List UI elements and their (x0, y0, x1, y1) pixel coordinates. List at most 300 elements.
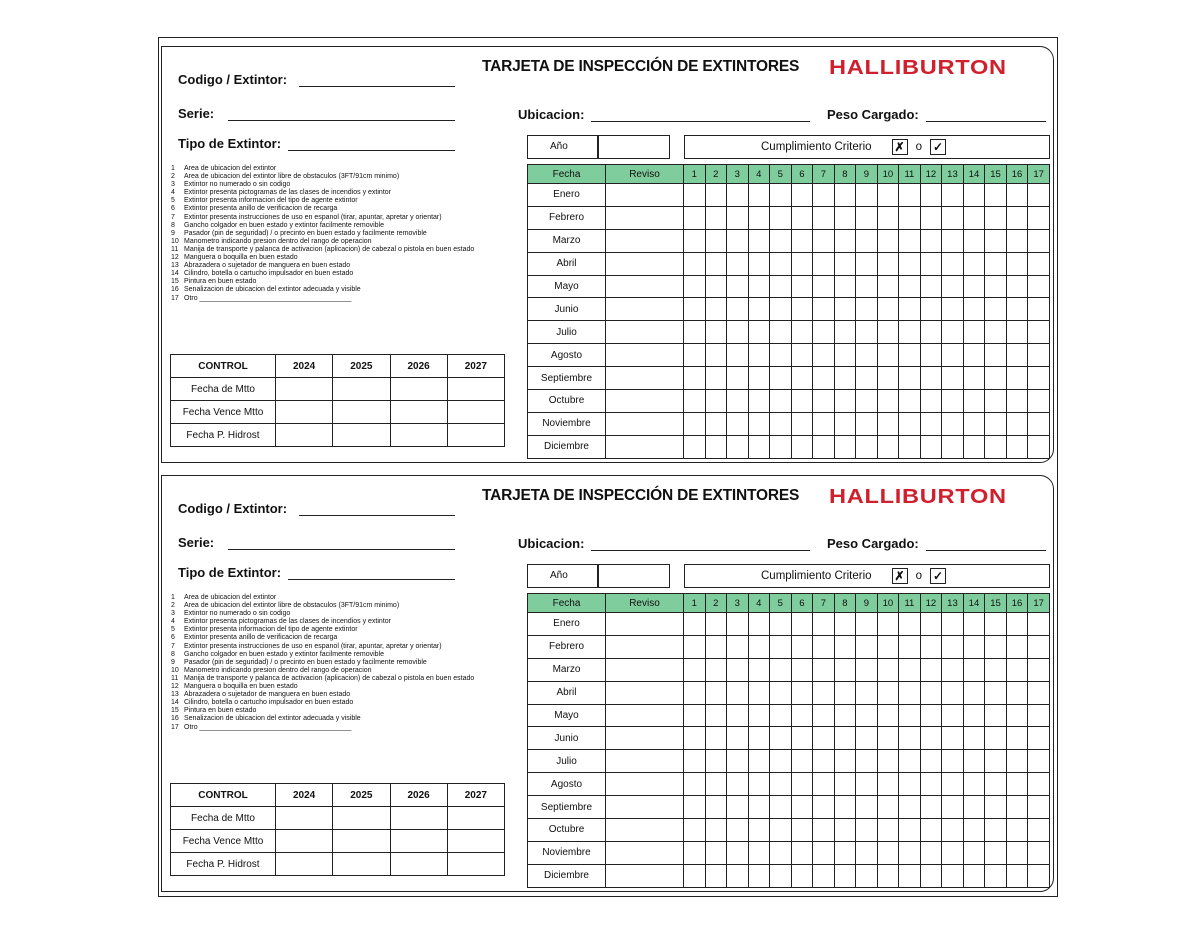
criteria-cell[interactable] (834, 298, 856, 321)
control-cell[interactable] (333, 853, 390, 876)
criteria-cell[interactable] (770, 390, 792, 413)
criteria-cell[interactable] (727, 750, 749, 773)
criteria-cell[interactable] (963, 435, 985, 458)
criteria-cell[interactable] (1006, 344, 1028, 367)
criteria-cell[interactable] (813, 727, 835, 750)
reviso-cell[interactable] (606, 841, 684, 864)
criteria-cell[interactable] (985, 819, 1007, 842)
criteria-cell[interactable] (963, 796, 985, 819)
criteria-cell[interactable] (1028, 773, 1050, 796)
criteria-cell[interactable] (791, 727, 813, 750)
criteria-cell[interactable] (1028, 613, 1050, 636)
criteria-cell[interactable] (899, 298, 921, 321)
criteria-cell[interactable] (684, 435, 706, 458)
criteria-cell[interactable] (1006, 704, 1028, 727)
criteria-cell[interactable] (834, 750, 856, 773)
serie-field[interactable] (228, 120, 455, 121)
criteria-cell[interactable] (791, 229, 813, 252)
criteria-cell[interactable] (684, 344, 706, 367)
criteria-cell[interactable] (748, 321, 770, 344)
criteria-cell[interactable] (877, 727, 899, 750)
criteria-cell[interactable] (770, 727, 792, 750)
reviso-cell[interactable] (606, 344, 684, 367)
criteria-cell[interactable] (727, 727, 749, 750)
criteria-cell[interactable] (856, 344, 878, 367)
criteria-cell[interactable] (770, 796, 792, 819)
criteria-cell[interactable] (770, 298, 792, 321)
criteria-cell[interactable] (813, 298, 835, 321)
criteria-cell[interactable] (1006, 435, 1028, 458)
criteria-cell[interactable] (748, 796, 770, 819)
criteria-cell[interactable] (770, 864, 792, 887)
criteria-cell[interactable] (834, 435, 856, 458)
reviso-cell[interactable] (606, 796, 684, 819)
criteria-cell[interactable] (684, 704, 706, 727)
criteria-cell[interactable] (684, 184, 706, 207)
criteria-cell[interactable] (705, 390, 727, 413)
criteria-cell[interactable] (727, 229, 749, 252)
criteria-cell[interactable] (920, 321, 942, 344)
criteria-cell[interactable] (963, 229, 985, 252)
criteria-cell[interactable] (834, 206, 856, 229)
criteria-cell[interactable] (791, 773, 813, 796)
criteria-cell[interactable] (813, 773, 835, 796)
criteria-cell[interactable] (748, 229, 770, 252)
control-cell[interactable] (390, 830, 447, 853)
criteria-cell[interactable] (1028, 252, 1050, 275)
criteria-cell[interactable] (1028, 796, 1050, 819)
criteria-cell[interactable] (985, 681, 1007, 704)
criteria-cell[interactable] (727, 252, 749, 275)
criteria-cell[interactable] (1006, 796, 1028, 819)
criteria-cell[interactable] (856, 412, 878, 435)
criteria-cell[interactable] (748, 206, 770, 229)
criteria-cell[interactable] (834, 344, 856, 367)
criteria-cell[interactable] (1006, 681, 1028, 704)
criteria-cell[interactable] (877, 750, 899, 773)
criteria-cell[interactable] (856, 229, 878, 252)
criteria-cell[interactable] (942, 704, 964, 727)
criteria-cell[interactable] (813, 367, 835, 390)
criteria-cell[interactable] (727, 390, 749, 413)
serie-field[interactable] (228, 549, 455, 550)
tipo-field[interactable] (288, 579, 455, 580)
criteria-cell[interactable] (770, 229, 792, 252)
criteria-cell[interactable] (985, 344, 1007, 367)
reviso-cell[interactable] (606, 229, 684, 252)
criteria-cell[interactable] (705, 796, 727, 819)
criteria-cell[interactable] (963, 864, 985, 887)
criteria-cell[interactable] (684, 635, 706, 658)
control-cell[interactable] (447, 807, 504, 830)
criteria-cell[interactable] (920, 750, 942, 773)
criteria-cell[interactable] (963, 704, 985, 727)
criteria-cell[interactable] (727, 275, 749, 298)
criteria-cell[interactable] (877, 229, 899, 252)
criteria-cell[interactable] (748, 750, 770, 773)
criteria-cell[interactable] (942, 321, 964, 344)
criteria-cell[interactable] (727, 298, 749, 321)
criteria-cell[interactable] (942, 184, 964, 207)
criteria-cell[interactable] (899, 819, 921, 842)
criteria-cell[interactable] (813, 613, 835, 636)
criteria-cell[interactable] (705, 252, 727, 275)
criteria-cell[interactable] (920, 635, 942, 658)
criteria-cell[interactable] (985, 750, 1007, 773)
criteria-cell[interactable] (899, 750, 921, 773)
criteria-cell[interactable] (920, 184, 942, 207)
criteria-cell[interactable] (985, 773, 1007, 796)
control-cell[interactable] (447, 401, 504, 424)
criteria-cell[interactable] (856, 184, 878, 207)
criteria-cell[interactable] (791, 252, 813, 275)
criteria-cell[interactable] (963, 819, 985, 842)
criteria-cell[interactable] (942, 298, 964, 321)
reviso-cell[interactable] (606, 727, 684, 750)
criteria-cell[interactable] (899, 658, 921, 681)
criteria-cell[interactable] (1006, 321, 1028, 344)
criteria-cell[interactable] (985, 412, 1007, 435)
criteria-cell[interactable] (834, 704, 856, 727)
criteria-cell[interactable] (705, 435, 727, 458)
criteria-cell[interactable] (877, 773, 899, 796)
criteria-cell[interactable] (684, 658, 706, 681)
anio-field[interactable] (598, 135, 670, 159)
criteria-cell[interactable] (899, 773, 921, 796)
criteria-cell[interactable] (942, 435, 964, 458)
criteria-cell[interactable] (899, 841, 921, 864)
criteria-cell[interactable] (813, 344, 835, 367)
criteria-cell[interactable] (942, 773, 964, 796)
criteria-cell[interactable] (684, 367, 706, 390)
criteria-cell[interactable] (963, 206, 985, 229)
criteria-cell[interactable] (813, 658, 835, 681)
reviso-cell[interactable] (606, 658, 684, 681)
criteria-cell[interactable] (856, 252, 878, 275)
criteria-cell[interactable] (899, 252, 921, 275)
criteria-cell[interactable] (877, 321, 899, 344)
criteria-cell[interactable] (705, 613, 727, 636)
criteria-cell[interactable] (1006, 367, 1028, 390)
criteria-cell[interactable] (1028, 321, 1050, 344)
criteria-cell[interactable] (705, 229, 727, 252)
criteria-cell[interactable] (684, 412, 706, 435)
criteria-cell[interactable] (727, 321, 749, 344)
criteria-cell[interactable] (791, 635, 813, 658)
reviso-cell[interactable] (606, 613, 684, 636)
criteria-cell[interactable] (791, 367, 813, 390)
criteria-cell[interactable] (748, 658, 770, 681)
criteria-cell[interactable] (813, 390, 835, 413)
criteria-cell[interactable] (899, 864, 921, 887)
criteria-cell[interactable] (920, 796, 942, 819)
criteria-cell[interactable] (748, 275, 770, 298)
criteria-cell[interactable] (770, 681, 792, 704)
criteria-cell[interactable] (899, 435, 921, 458)
criteria-cell[interactable] (684, 864, 706, 887)
criteria-cell[interactable] (1006, 750, 1028, 773)
criteria-cell[interactable] (834, 252, 856, 275)
criteria-cell[interactable] (791, 390, 813, 413)
criteria-cell[interactable] (748, 298, 770, 321)
criteria-cell[interactable] (727, 412, 749, 435)
criteria-cell[interactable] (684, 229, 706, 252)
criteria-cell[interactable] (705, 819, 727, 842)
criteria-cell[interactable] (727, 344, 749, 367)
criteria-cell[interactable] (1006, 773, 1028, 796)
criteria-cell[interactable] (899, 796, 921, 819)
criteria-cell[interactable] (920, 864, 942, 887)
criteria-cell[interactable] (1028, 658, 1050, 681)
criteria-cell[interactable] (1028, 864, 1050, 887)
criteria-cell[interactable] (899, 321, 921, 344)
criteria-cell[interactable] (1006, 841, 1028, 864)
criteria-cell[interactable] (856, 635, 878, 658)
criteria-cell[interactable] (877, 252, 899, 275)
criteria-cell[interactable] (985, 704, 1007, 727)
criteria-cell[interactable] (791, 819, 813, 842)
control-cell[interactable] (447, 378, 504, 401)
criteria-cell[interactable] (834, 727, 856, 750)
criteria-cell[interactable] (727, 773, 749, 796)
criteria-cell[interactable] (877, 681, 899, 704)
criteria-cell[interactable] (727, 435, 749, 458)
criteria-cell[interactable] (920, 206, 942, 229)
criteria-cell[interactable] (963, 367, 985, 390)
criteria-cell[interactable] (791, 681, 813, 704)
criteria-cell[interactable] (899, 275, 921, 298)
criteria-cell[interactable] (813, 229, 835, 252)
ubicacion-field[interactable] (591, 121, 810, 122)
control-cell[interactable] (447, 830, 504, 853)
criteria-cell[interactable] (791, 321, 813, 344)
criteria-cell[interactable] (856, 773, 878, 796)
criteria-cell[interactable] (856, 796, 878, 819)
criteria-cell[interactable] (877, 841, 899, 864)
criteria-cell[interactable] (985, 435, 1007, 458)
criteria-cell[interactable] (942, 275, 964, 298)
criteria-cell[interactable] (963, 344, 985, 367)
criteria-cell[interactable] (684, 321, 706, 344)
criteria-cell[interactable] (963, 252, 985, 275)
criteria-cell[interactable] (705, 344, 727, 367)
control-cell[interactable] (276, 424, 333, 447)
criteria-cell[interactable] (877, 635, 899, 658)
criteria-cell[interactable] (942, 841, 964, 864)
criteria-cell[interactable] (899, 635, 921, 658)
criteria-cell[interactable] (856, 435, 878, 458)
criteria-cell[interactable] (1006, 390, 1028, 413)
criteria-cell[interactable] (834, 635, 856, 658)
criteria-cell[interactable] (770, 658, 792, 681)
criteria-cell[interactable] (899, 613, 921, 636)
criteria-cell[interactable] (813, 750, 835, 773)
criteria-cell[interactable] (770, 435, 792, 458)
criteria-cell[interactable] (791, 658, 813, 681)
criteria-cell[interactable] (770, 252, 792, 275)
criteria-cell[interactable] (791, 750, 813, 773)
criteria-cell[interactable] (813, 864, 835, 887)
criteria-cell[interactable] (705, 864, 727, 887)
criteria-cell[interactable] (1028, 229, 1050, 252)
criteria-cell[interactable] (963, 635, 985, 658)
criteria-cell[interactable] (705, 841, 727, 864)
control-cell[interactable] (333, 807, 390, 830)
criteria-cell[interactable] (877, 344, 899, 367)
criteria-cell[interactable] (748, 412, 770, 435)
control-cell[interactable] (390, 401, 447, 424)
criteria-cell[interactable] (877, 435, 899, 458)
criteria-cell[interactable] (985, 658, 1007, 681)
control-cell[interactable] (447, 853, 504, 876)
criteria-cell[interactable] (813, 819, 835, 842)
criteria-cell[interactable] (1006, 727, 1028, 750)
criteria-cell[interactable] (1006, 864, 1028, 887)
control-cell[interactable] (333, 424, 390, 447)
criteria-cell[interactable] (727, 184, 749, 207)
criteria-cell[interactable] (813, 252, 835, 275)
criteria-cell[interactable] (877, 796, 899, 819)
criteria-cell[interactable] (1028, 275, 1050, 298)
control-cell[interactable] (333, 401, 390, 424)
criteria-cell[interactable] (1006, 206, 1028, 229)
criteria-cell[interactable] (834, 864, 856, 887)
criteria-cell[interactable] (920, 681, 942, 704)
criteria-cell[interactable] (899, 412, 921, 435)
criteria-cell[interactable] (920, 252, 942, 275)
criteria-cell[interactable] (942, 412, 964, 435)
criteria-cell[interactable] (1006, 252, 1028, 275)
criteria-cell[interactable] (985, 206, 1007, 229)
criteria-cell[interactable] (1006, 613, 1028, 636)
criteria-cell[interactable] (920, 298, 942, 321)
control-cell[interactable] (333, 378, 390, 401)
criteria-cell[interactable] (705, 635, 727, 658)
criteria-cell[interactable] (942, 390, 964, 413)
reviso-cell[interactable] (606, 773, 684, 796)
criteria-cell[interactable] (1028, 344, 1050, 367)
criteria-cell[interactable] (748, 184, 770, 207)
criteria-cell[interactable] (705, 367, 727, 390)
criteria-cell[interactable] (770, 841, 792, 864)
criteria-cell[interactable] (791, 184, 813, 207)
criteria-cell[interactable] (877, 275, 899, 298)
criteria-cell[interactable] (770, 613, 792, 636)
criteria-cell[interactable] (834, 367, 856, 390)
criteria-cell[interactable] (705, 704, 727, 727)
criteria-cell[interactable] (684, 613, 706, 636)
criteria-cell[interactable] (985, 796, 1007, 819)
criteria-cell[interactable] (791, 864, 813, 887)
reviso-cell[interactable] (606, 750, 684, 773)
criteria-cell[interactable] (834, 275, 856, 298)
criteria-cell[interactable] (1006, 298, 1028, 321)
criteria-cell[interactable] (1006, 412, 1028, 435)
criteria-cell[interactable] (1028, 841, 1050, 864)
criteria-cell[interactable] (770, 704, 792, 727)
criteria-cell[interactable] (705, 298, 727, 321)
reviso-cell[interactable] (606, 704, 684, 727)
criteria-cell[interactable] (856, 681, 878, 704)
criteria-cell[interactable] (942, 367, 964, 390)
criteria-cell[interactable] (748, 704, 770, 727)
criteria-cell[interactable] (963, 412, 985, 435)
peso-field[interactable] (926, 121, 1046, 122)
criteria-cell[interactable] (748, 864, 770, 887)
criteria-cell[interactable] (1006, 635, 1028, 658)
criteria-cell[interactable] (942, 750, 964, 773)
criteria-cell[interactable] (791, 704, 813, 727)
criteria-cell[interactable] (920, 367, 942, 390)
control-cell[interactable] (447, 424, 504, 447)
criteria-cell[interactable] (748, 252, 770, 275)
criteria-cell[interactable] (834, 184, 856, 207)
criteria-cell[interactable] (748, 613, 770, 636)
control-cell[interactable] (276, 853, 333, 876)
criteria-cell[interactable] (684, 773, 706, 796)
criteria-cell[interactable] (1006, 819, 1028, 842)
criteria-cell[interactable] (920, 841, 942, 864)
criteria-cell[interactable] (856, 275, 878, 298)
criteria-cell[interactable] (985, 613, 1007, 636)
criteria-cell[interactable] (920, 658, 942, 681)
criteria-cell[interactable] (834, 658, 856, 681)
criteria-cell[interactable] (899, 184, 921, 207)
criteria-cell[interactable] (942, 819, 964, 842)
criteria-cell[interactable] (727, 796, 749, 819)
criteria-cell[interactable] (942, 229, 964, 252)
criteria-cell[interactable] (813, 635, 835, 658)
criteria-cell[interactable] (748, 435, 770, 458)
criteria-cell[interactable] (942, 658, 964, 681)
criteria-cell[interactable] (705, 206, 727, 229)
criteria-cell[interactable] (963, 321, 985, 344)
criteria-cell[interactable] (985, 727, 1007, 750)
criteria-cell[interactable] (705, 681, 727, 704)
criteria-cell[interactable] (813, 704, 835, 727)
criteria-cell[interactable] (877, 704, 899, 727)
criteria-cell[interactable] (748, 635, 770, 658)
criteria-cell[interactable] (727, 635, 749, 658)
reviso-cell[interactable] (606, 864, 684, 887)
criteria-cell[interactable] (1028, 184, 1050, 207)
criteria-cell[interactable] (963, 298, 985, 321)
criteria-cell[interactable] (770, 367, 792, 390)
criteria-cell[interactable] (1028, 750, 1050, 773)
criteria-cell[interactable] (877, 367, 899, 390)
criteria-cell[interactable] (856, 613, 878, 636)
criteria-cell[interactable] (834, 681, 856, 704)
criteria-cell[interactable] (877, 298, 899, 321)
criteria-cell[interactable] (727, 841, 749, 864)
control-cell[interactable] (276, 830, 333, 853)
criteria-cell[interactable] (684, 390, 706, 413)
criteria-cell[interactable] (963, 727, 985, 750)
reviso-cell[interactable] (606, 681, 684, 704)
criteria-cell[interactable] (1028, 367, 1050, 390)
criteria-cell[interactable] (727, 864, 749, 887)
criteria-cell[interactable] (791, 344, 813, 367)
criteria-cell[interactable] (770, 412, 792, 435)
criteria-cell[interactable] (748, 819, 770, 842)
criteria-cell[interactable] (963, 658, 985, 681)
criteria-cell[interactable] (684, 298, 706, 321)
criteria-cell[interactable] (920, 435, 942, 458)
criteria-cell[interactable] (877, 206, 899, 229)
reviso-cell[interactable] (606, 819, 684, 842)
criteria-cell[interactable] (705, 658, 727, 681)
criteria-cell[interactable] (985, 321, 1007, 344)
